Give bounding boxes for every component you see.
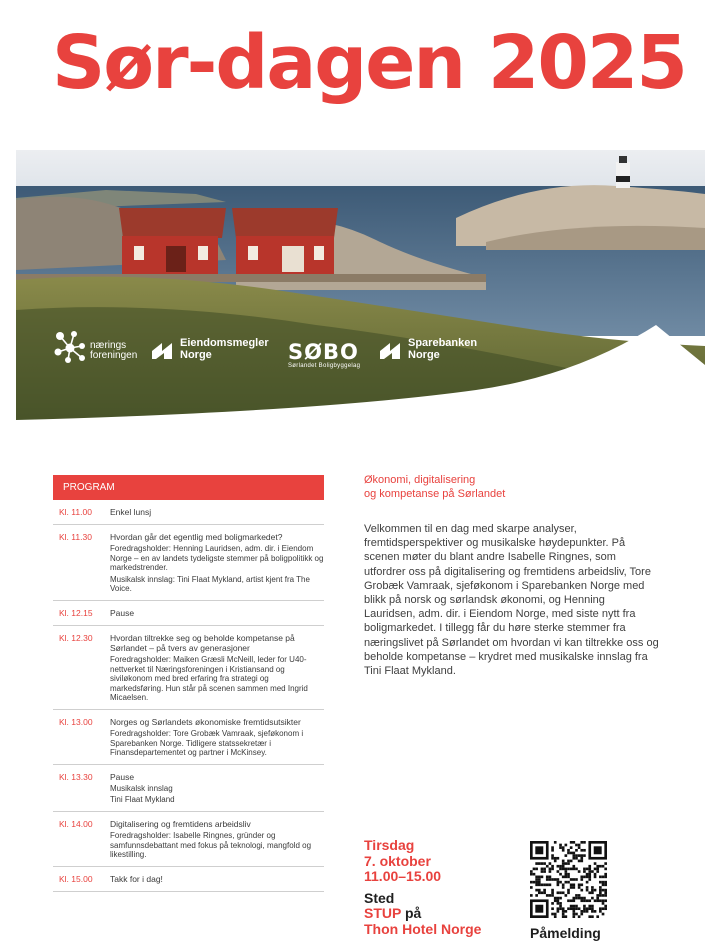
program-row <box>53 626 324 710</box>
program-detail: Musikalsk innslag <box>110 783 173 793</box>
logo-text-line1: nærings <box>90 339 127 351</box>
program-time: Kl. 14.00 <box>59 818 93 829</box>
logo-text-line2: foreningen <box>90 350 138 361</box>
program-row <box>53 500 324 525</box>
program-content <box>110 717 324 758</box>
intro-section <box>364 473 659 678</box>
program-time: Kl. 13.30 <box>59 771 93 782</box>
program-row <box>53 867 324 892</box>
program-row <box>53 601 324 626</box>
eiendomsmegler-mark-icon <box>152 339 176 361</box>
program-content <box>110 507 324 518</box>
signup-qr-code[interactable] <box>530 841 607 918</box>
tagline-line1: Økonomi, digitalisering <box>364 474 476 486</box>
program-title: Enkel lunsj <box>110 507 152 517</box>
logo-naeringsforeningen <box>52 328 137 364</box>
logo-sobo <box>288 342 360 369</box>
program-content <box>110 608 324 619</box>
program-detail: Foredragsholder: Henning Lauridsen, adm. dir. i Eiendom Norge – en av landets tydeligste stemmer på boligpolitikk og markedstrender. <box>110 544 324 573</box>
program-time: Kl. 13.00 <box>59 716 93 727</box>
logo-text-line2: Norge <box>180 348 212 361</box>
tagline <box>364 473 659 501</box>
program-header: PROGRAM <box>53 475 324 500</box>
logo-sobo-sub: Sørlandet Boligbyggelag <box>288 363 361 369</box>
program-content <box>110 532 324 594</box>
logo-eiendomsmegler <box>152 338 269 361</box>
program-title: Norges og Sørlandets økonomiske fremtidsutsikter <box>110 716 301 727</box>
sparebanken-mark-icon <box>380 339 404 361</box>
venue-connector: på <box>401 905 422 921</box>
program-time: Kl. 12.15 <box>59 607 93 618</box>
program-detail: Foredragsholder: Tore Grobæk Vamraak, sjeføkonom i Sparebanken Norge. Tidligere statssekretær i Finansdepartementet og partner i McKinsey. <box>110 728 304 758</box>
program-detail: Foredragsholder: Maiken Græsli McNeill, leder for U40-nettverket til Næringsforeningen i Kristiansand og siviløkonom med bred erfaring fra strategi og markedsføring. Hun står på scenen sammen med Ingrid Micaelsen. <box>110 654 308 703</box>
tagline-line2: og kompetanse på Sørlandet <box>364 488 506 500</box>
program-row <box>53 812 324 867</box>
program-time: Kl. 15.00 <box>59 873 93 884</box>
partner-logos <box>52 328 512 374</box>
poster-page <box>16 0 705 946</box>
program-title: Digitalisering og fremtidens arbeidsliv <box>110 818 251 829</box>
program-row <box>53 765 324 812</box>
place-label: Sted <box>364 889 395 906</box>
program-title: Takk for i dag! <box>110 873 163 884</box>
logo-text-line2: Norge <box>408 348 440 361</box>
program-title: Pause <box>110 607 135 618</box>
page-title: Sør-dagen 2025 <box>52 20 686 106</box>
program-row <box>53 525 324 601</box>
logo-text-line1: Eiendomsmegler <box>180 337 269 349</box>
venue-name: STUP <box>364 905 402 921</box>
event-date: 7. oktober <box>364 852 431 869</box>
signup-label: Påmelding <box>530 925 601 941</box>
program-title: Hvordan går det egentlig med boligmarkedet? <box>110 532 283 542</box>
program-rows <box>53 500 324 892</box>
program-detail: Foredragsholder: Isabelle Ringnes, gründer og samfunnsdebattant med fokus på teknologi, mangfold og likestilling. <box>110 830 312 860</box>
venue-line2: Thon Hotel Norge <box>364 920 482 937</box>
program-time: Kl. 11.30 <box>59 532 92 542</box>
coastal-landscape-image <box>16 150 705 440</box>
program-title: Pause <box>110 771 135 782</box>
program-content <box>110 819 324 860</box>
program-content <box>110 874 324 885</box>
network-icon <box>52 328 88 364</box>
event-details <box>364 838 514 937</box>
program-time: Kl. 12.30 <box>59 632 93 643</box>
venue-line1 <box>364 906 514 922</box>
program-row <box>53 710 324 765</box>
program-detail: Musikalsk innslag: Tini Flaat Mykland, artist kjent fra The Voice. <box>110 574 310 594</box>
logo-text-line1: Sparebanken <box>408 337 478 349</box>
event-day: Tirsdag <box>364 837 415 853</box>
program-content <box>110 633 324 703</box>
event-time: 11.00–15.00 <box>364 868 442 884</box>
logo-sparebanken <box>380 338 477 361</box>
logo-sobo-name: SØBO <box>288 340 359 364</box>
program-detail: Tini Flaat Mykland <box>110 795 175 805</box>
intro-body: Velkommen til en dag med skarpe analyser, fremtidsperspektiver og musikalske høydepunkter. På scenen møter du blant andre Isabelle Ringnes, som utfordrer oss på digitalisering og fremtidens arbeidsliv, Tore Grobæk Vamraak, sjeføkonom i Sparebanken Norge med blikk på norsk og sørlandsk økonomi, og Henning Lauridsen, adm. dir. i Eiendom Norge, med siste nytt fra boligmarkedet. I tillegg får du høre sterke stemmer fra næringslivet på Sørlandet om hvordan vi kan tiltrekke oss og beholde kompetanse – krydret med musikalske innslag fra Tini Flaat Mykland. <box>364 523 659 678</box>
program-schedule <box>53 475 324 892</box>
program-time: Kl. 11.00 <box>59 507 92 517</box>
program-content <box>110 772 324 805</box>
hero-photo <box>16 150 705 440</box>
program-title: Hvordan tiltrekke seg og beholde kompetanse på Sørlandet – på tvers av generasjoner <box>110 632 295 653</box>
